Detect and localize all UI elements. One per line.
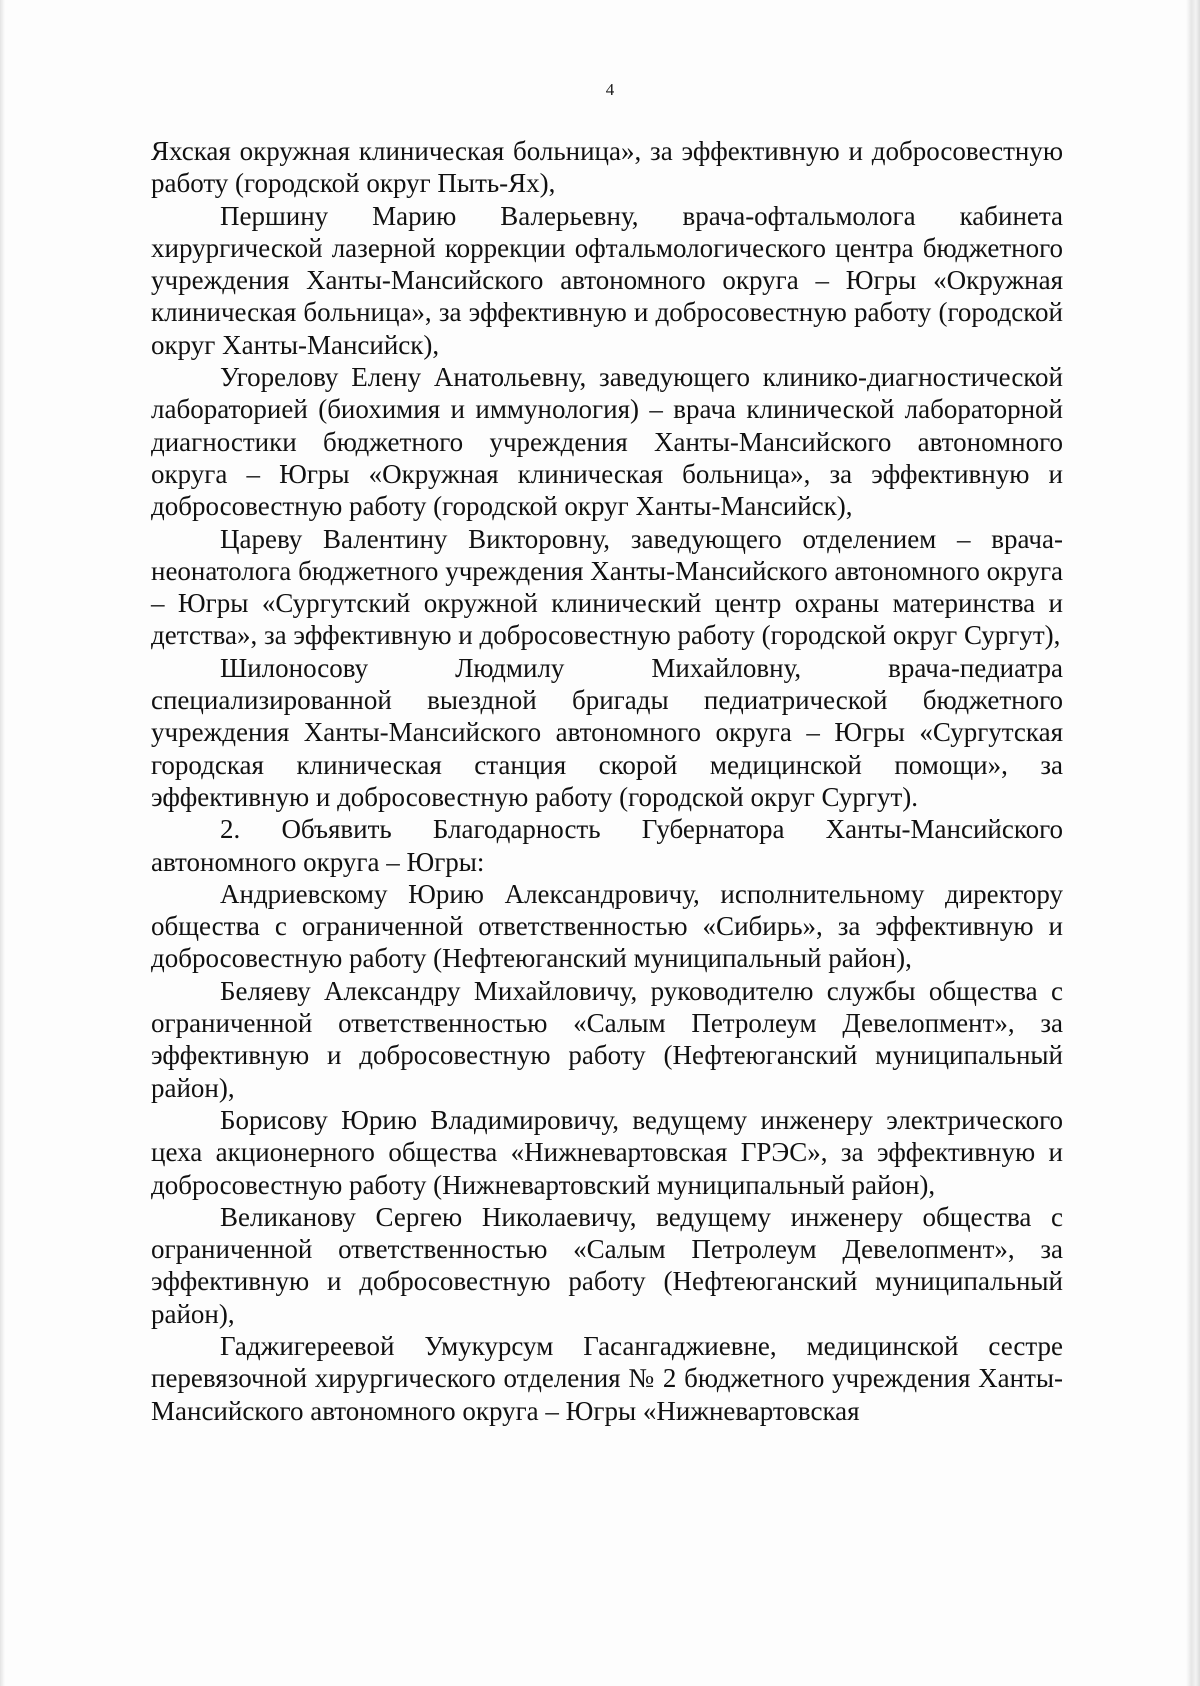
scan-right-edge [1186, 0, 1200, 1686]
paragraph-item-2-heading: 2. Объявить Благодарность Губернатора Ханты-Мансийского автономного округа – Югры: [151, 814, 1063, 877]
scan-left-edge [0, 0, 5, 1686]
paragraph-ugorelova: Угорелову Елену Анатольевну, заведующего клинико-диагностической лабораторией (биохимия и иммунология) – врача клинической лабораторной диагностики бюджетного учреждения Ханты-Мансийского автономного округа – Югры «Окружная клиническая больница», за эффективную и добросовестную работу (городской округ Ханты-Мансийск), [151, 362, 1063, 522]
paragraph-tsareva: Цареву Валентину Викторовну, заведующего отделением – врача-неонатолога бюджетного учреждения Ханты-Мансийского автономного округа – Югры «Сургутский окружной клинический центр охраны материнства и детства», за эффективную и добросовестную работу (городской округ Сургут), [151, 523, 1063, 651]
paragraph-shilonosova: Шилоносову Людмилу Михайловну, врача-педиатра специализированной выездной бригады педиатрической бюджетного учреждения Ханты-Мансийского автономного округа – Югры «Сургутская городская клиническая станция скорой медицинской помощи», за эффективную и добросовестную работу (городской округ Сургут). [151, 652, 1063, 812]
paragraph-belyaev: Беляеву Александру Михайловичу, руководителю службы общества с ограниченной ответственностью «Салым Петролеум Девелопмент», за эффективную и добросовестную работу (Нефтеюганский муниципальный район), [151, 975, 1063, 1103]
paragraph-pershina: Першину Марию Валерьевну, врача-офтальмолога кабинета хирургической лазерной коррекции офтальмологического центра бюджетного учреждения Ханты-Мансийского автономного округа – Югры «Окружная клиническая больница», за эффективную и добросовестную работу (городской округ Ханты-Мансийск), [151, 200, 1063, 360]
paragraph-borisov: Борисову Юрию Владимировичу, ведущему инженеру электрического цеха акционерного общества «Нижневартовская ГРЭС», за эффективную и добросовестную работу (Нижневартовский муниципальный район), [151, 1104, 1063, 1200]
paragraph-continuation: Яхская окружная клиническая больница», за эффективную и добросовестную работу (городской округ Пыть-Ях), [151, 136, 1063, 199]
paragraph-andrievsky: Андриевскому Юрию Александровичу, исполнительному директору общества с ограниченной ответственностью «Сибирь», за эффективную и добросовестную работу (Нефтеюганский муниципальный район), [151, 878, 1063, 974]
paragraph-velikanov: Великанову Сергею Николаевичу, ведущему инженеру общества с ограниченной ответственностью «Салым Петролеум Девелопмент», за эффективную и добросовестную работу (Нефтеюганский муниципальный район), [151, 1201, 1063, 1329]
paragraph-gadzhigereeva: Гаджигереевой Умукурсум Гасангаджиевне, медицинской сестре перевязочной хирургического отделения № 2 бюджетного учреждения Ханты-Мансийского автономного округа – Югры «Нижневартовская [151, 1330, 1063, 1426]
page-number: 4 [605, 80, 615, 99]
document-body [151, 135, 1063, 1427]
